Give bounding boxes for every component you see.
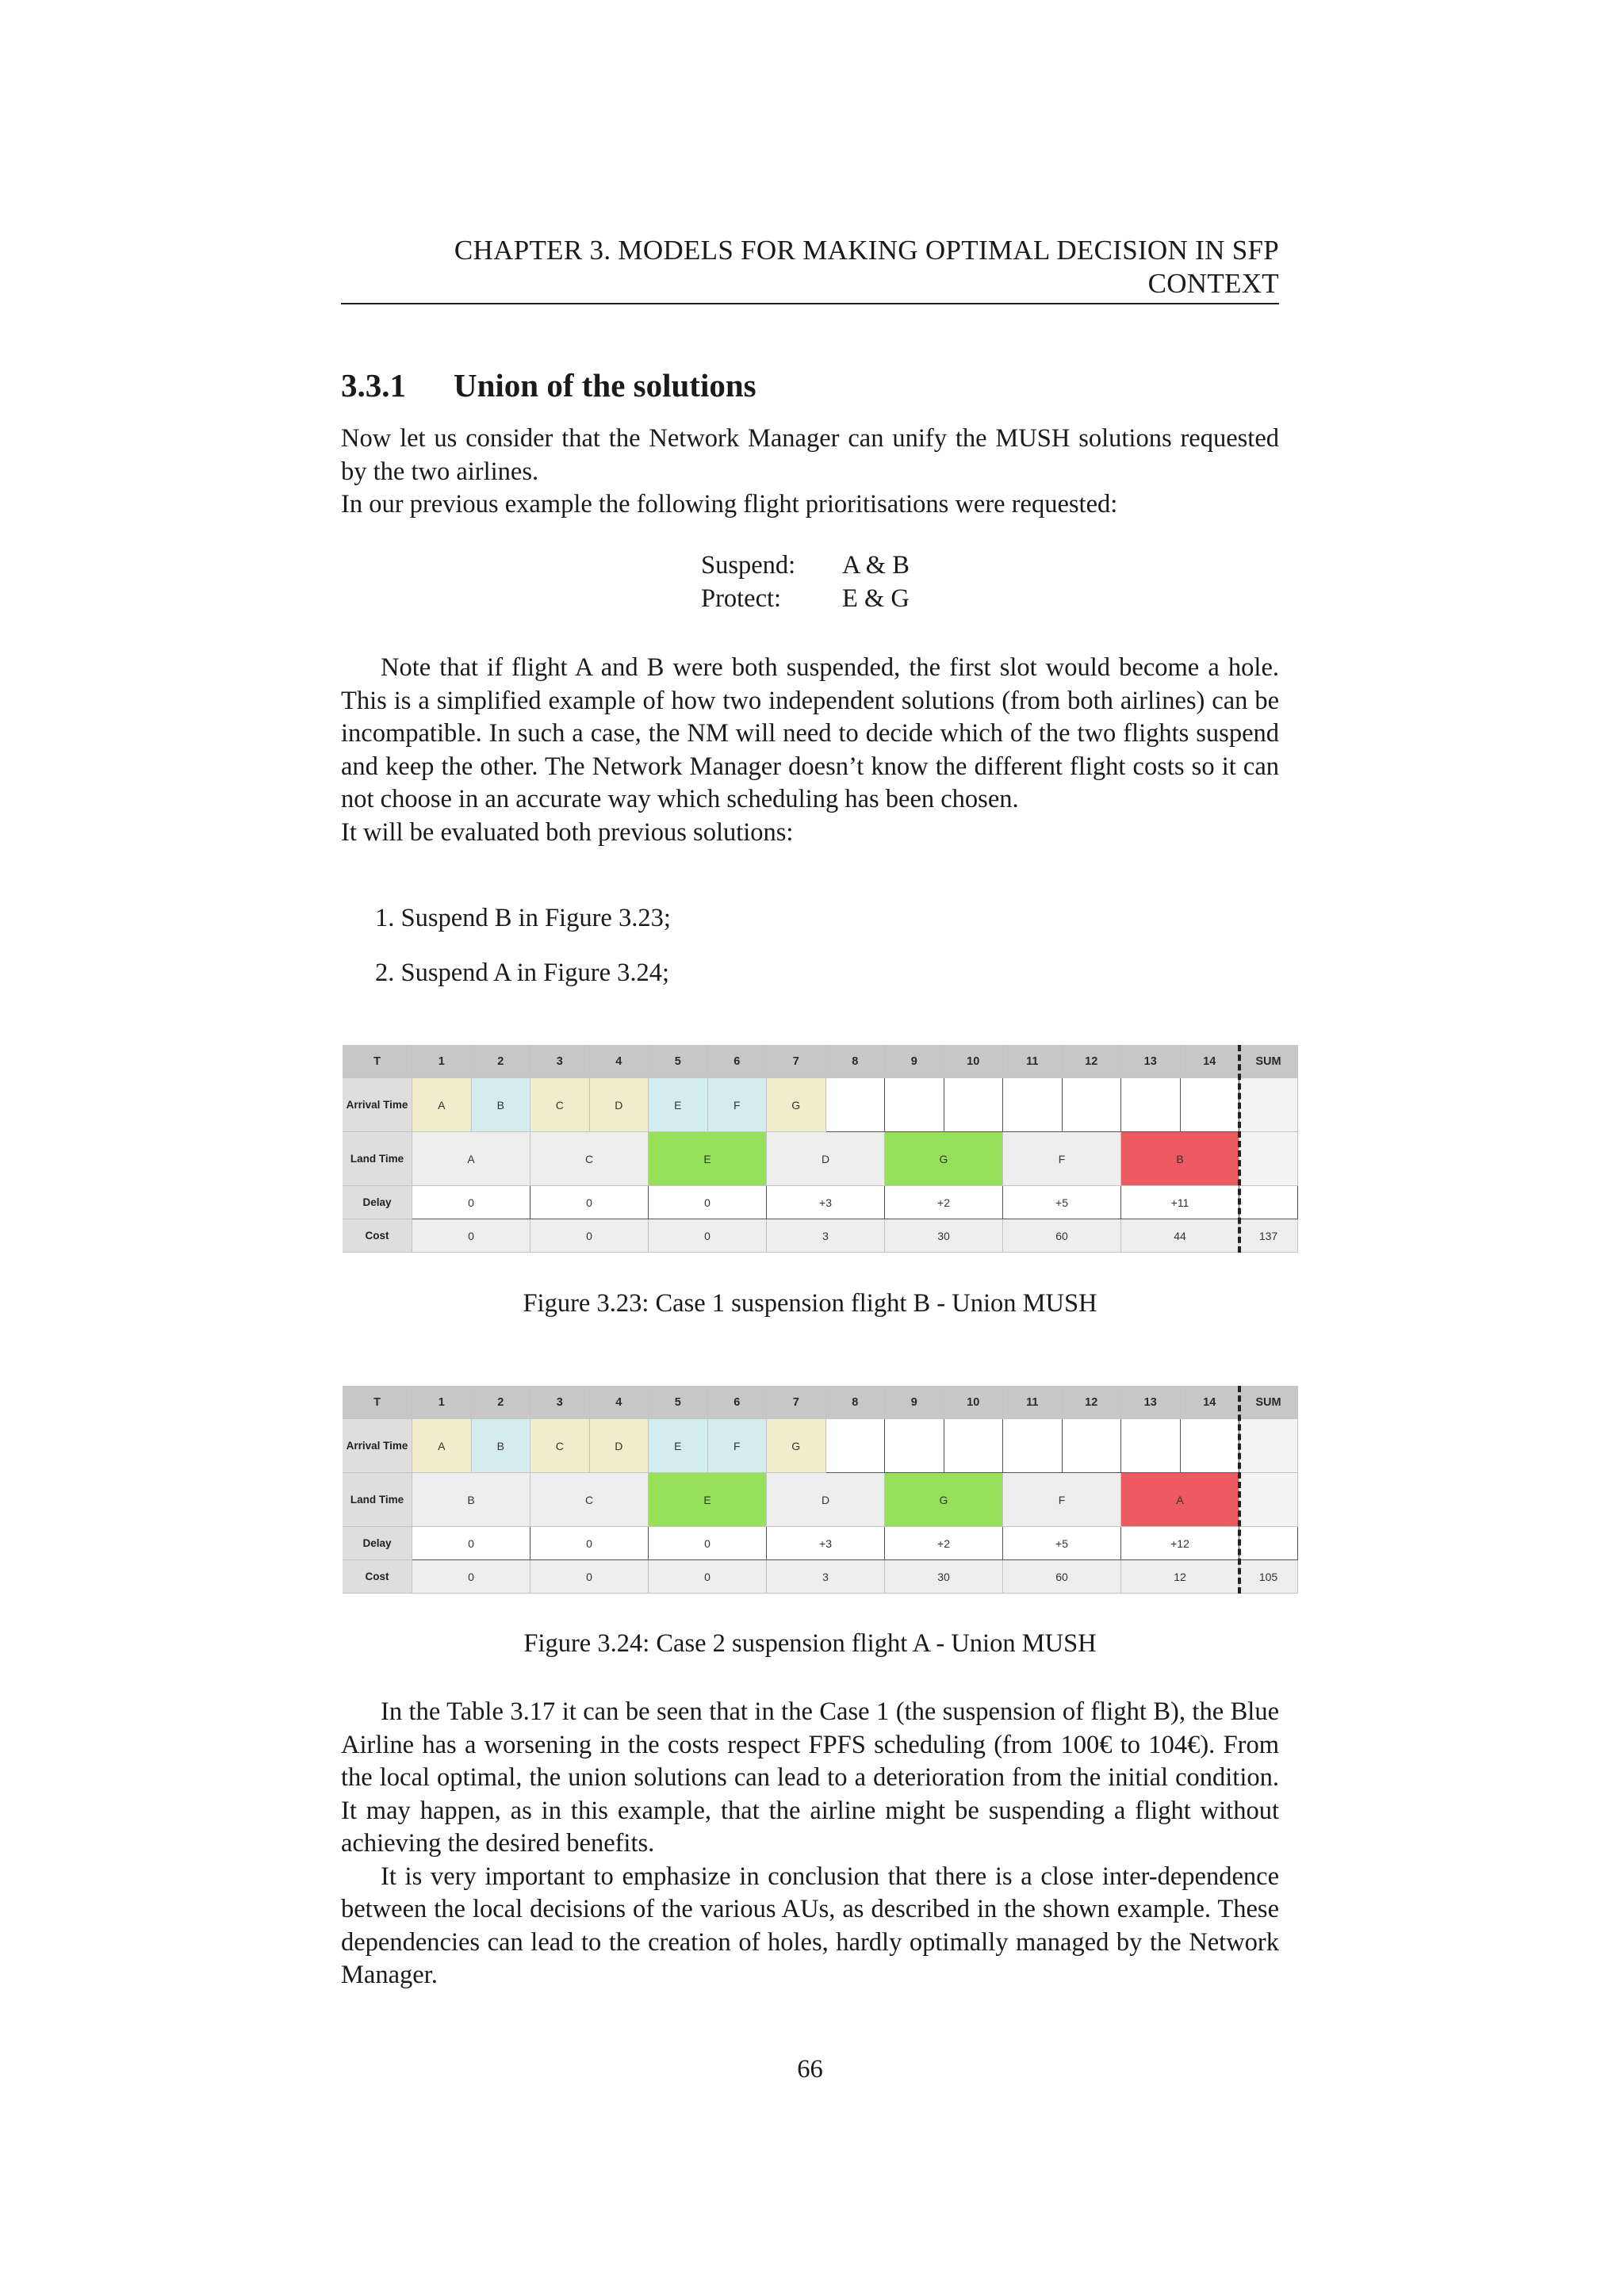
- land-flight-cell: F: [1003, 1473, 1121, 1527]
- delay-cell: +2: [885, 1186, 1003, 1219]
- delay-cell: +3: [767, 1186, 885, 1219]
- land-flight-cell: A: [412, 1132, 530, 1186]
- running-header-line1: CHAPTER 3. MODELS FOR MAKING OPTIMAL DECISION IN SFP: [454, 235, 1279, 266]
- header-cell-slot: 9: [885, 1386, 944, 1419]
- land-flight-cell: D: [767, 1132, 885, 1186]
- arrival-flight-cell: C: [530, 1419, 590, 1473]
- delay-cell: +5: [1003, 1527, 1121, 1560]
- delay-cell: 0: [412, 1186, 530, 1219]
- cost-cell: 0: [649, 1219, 767, 1253]
- cost-cell: 3: [767, 1560, 885, 1594]
- header-cell-slot: 1: [412, 1386, 472, 1419]
- land-flight-cell: A: [1121, 1473, 1239, 1527]
- sum-empty-cell: [1239, 1527, 1298, 1560]
- header-cell-slot: 13: [1121, 1045, 1181, 1078]
- paragraph-intro: [341, 423, 1279, 522]
- paragraph: In our previous example the following flight prioritisations were requested:: [341, 490, 1118, 519]
- arrival-flight-cell: G: [767, 1419, 826, 1473]
- sum-empty-cell: [1239, 1132, 1298, 1186]
- land-flight-cell: C: [530, 1473, 649, 1527]
- row-label-cost: Cost: [343, 1219, 412, 1253]
- list-item: [375, 957, 669, 989]
- header-cell-slot: 12: [1063, 1045, 1122, 1078]
- sum-empty-cell: [1239, 1078, 1298, 1132]
- list-text: Suspend B in Figure 3.23;: [400, 904, 671, 932]
- paragraph: In the Table 3.17 it can be seen that in the Case 1 (the suspension of flight B), the Blue Airline has a worsening in the costs respect FPFS scheduling (from 100€ to 104€). From the local optimal, the union solutions can lead to a deterioration from the initial condition. It may happen, as in this example, that the airline might be suspending a flight without achieving the desired benefits.: [341, 1697, 1279, 1858]
- arrival-empty-slot: [1003, 1419, 1063, 1473]
- cost-cell: 0: [649, 1560, 767, 1594]
- delay-cell: 0: [649, 1186, 767, 1219]
- land-flight-cell: E: [649, 1132, 767, 1186]
- arrival-empty-slot: [885, 1419, 944, 1473]
- header-cell-sum: SUM: [1239, 1386, 1298, 1419]
- figure-3-24-schedule-table: [343, 1386, 1288, 1594]
- land-flight-cell: C: [530, 1132, 649, 1186]
- header-cell-slot: 5: [649, 1045, 708, 1078]
- arrival-empty-slot: [826, 1419, 886, 1473]
- paragraph: Note that if flight A and B were both suspended, the first slot would become a hole. This is a simplified example of how two independent solutions (from both airlines) can be incompatible. In such a case, the NM will need to decide which of the two flights suspend and keep the other. The Network Manager doesn’t know the different flight costs so it can not choose in an accurate way which scheduling has been chosen.: [341, 653, 1279, 813]
- header-cell-slot: 11: [1003, 1045, 1063, 1078]
- header-cell-slot: 14: [1181, 1386, 1240, 1419]
- paragraph: It is very important to emphasize in conclusion that there is a close inter-dependence between the local decisions of the various AUs, as described in the shown example. These dependencies can lead to the creation of holes, hardly optimally managed by the Network Manager.: [341, 1862, 1279, 1989]
- arrival-empty-slot: [944, 1078, 1004, 1132]
- arrival-flight-cell: A: [412, 1419, 472, 1473]
- prioritisation-table: [701, 549, 910, 615]
- list-number: 1.: [375, 904, 395, 932]
- arrival-flight-cell: A: [412, 1078, 472, 1132]
- header-cell-slot: 8: [826, 1386, 886, 1419]
- cost-sum-cell: 105: [1239, 1560, 1298, 1594]
- arrival-flight-cell: F: [708, 1419, 768, 1473]
- header-cell-slot: 4: [590, 1386, 649, 1419]
- header-cell-slot: 7: [767, 1045, 826, 1078]
- list-text: Suspend A in Figure 3.24;: [400, 959, 670, 987]
- arrival-empty-slot: [1121, 1419, 1181, 1473]
- arrival-empty-slot: [1063, 1078, 1122, 1132]
- delay-cell: 0: [530, 1527, 649, 1560]
- cost-cell: 44: [1121, 1219, 1239, 1253]
- section-title: Union of the solutions: [454, 367, 756, 404]
- row-label-delay: Delay: [343, 1527, 412, 1560]
- arrival-empty-slot: [1121, 1078, 1181, 1132]
- header-cell-t: T: [343, 1386, 412, 1419]
- cost-cell: 0: [530, 1219, 649, 1253]
- header-cell-slot: 14: [1181, 1045, 1240, 1078]
- cost-cell: 60: [1003, 1219, 1121, 1253]
- row-label-land: Land Time: [343, 1132, 412, 1186]
- prioritisation-row: [701, 582, 910, 615]
- row-label-land: Land Time: [343, 1473, 412, 1527]
- cost-cell: 60: [1003, 1560, 1121, 1594]
- header-cell-slot: 13: [1121, 1386, 1181, 1419]
- arrival-empty-slot: [944, 1419, 1004, 1473]
- prioritisation-value: E & G: [842, 584, 910, 613]
- delay-cell: +12: [1121, 1527, 1239, 1560]
- section-heading: [341, 366, 756, 404]
- cost-sum-cell: 137: [1239, 1219, 1298, 1253]
- header-cell-slot: 2: [472, 1386, 531, 1419]
- cost-cell: 0: [412, 1219, 530, 1253]
- arrival-flight-cell: D: [590, 1419, 649, 1473]
- page-number: 66: [797, 2055, 823, 2084]
- header-cell-slot: 10: [944, 1386, 1004, 1419]
- cost-cell: 3: [767, 1219, 885, 1253]
- row-label-delay: Delay: [343, 1186, 412, 1219]
- header-cell-slot: 5: [649, 1386, 708, 1419]
- figure-3-23-schedule-table: [343, 1045, 1288, 1253]
- sum-empty-cell: [1239, 1419, 1298, 1473]
- land-flight-cell: G: [885, 1473, 1003, 1527]
- cost-cell: 0: [412, 1560, 530, 1594]
- arrival-flight-cell: F: [708, 1078, 768, 1132]
- arrival-empty-slot: [1063, 1419, 1122, 1473]
- delay-cell: +11: [1121, 1186, 1239, 1219]
- delay-cell: +5: [1003, 1186, 1121, 1219]
- header-cell-slot: 6: [708, 1386, 768, 1419]
- header-cell-slot: 2: [472, 1045, 531, 1078]
- land-flight-cell: B: [412, 1473, 530, 1527]
- land-flight-cell: F: [1003, 1132, 1121, 1186]
- delay-cell: 0: [530, 1186, 649, 1219]
- list-item: [375, 902, 671, 935]
- land-flight-cell: E: [649, 1473, 767, 1527]
- running-header-line2: CONTEXT: [1147, 268, 1279, 299]
- arrival-empty-slot: [1181, 1419, 1240, 1473]
- prioritisation-key: Protect:: [701, 584, 782, 613]
- section-number: 3.3.1: [341, 367, 406, 404]
- row-label-arrival: Arrival Time: [343, 1419, 412, 1473]
- header-cell-slot: 7: [767, 1386, 826, 1419]
- header-cell-sum: SUM: [1239, 1045, 1298, 1078]
- arrival-flight-cell: B: [472, 1419, 531, 1473]
- arrival-empty-slot: [1181, 1078, 1240, 1132]
- cost-cell: 12: [1121, 1560, 1239, 1594]
- cost-cell: 30: [885, 1219, 1003, 1253]
- header-cell-slot: 12: [1063, 1386, 1122, 1419]
- cost-cell: 30: [885, 1560, 1003, 1594]
- figure-caption: Figure 3.24: Case 2 suspension flight A - Union MUSH: [523, 1629, 1097, 1658]
- running-header: [341, 234, 1279, 300]
- header-cell-slot: 1: [412, 1045, 472, 1078]
- land-flight-cell: G: [885, 1132, 1003, 1186]
- sum-empty-cell: [1239, 1473, 1298, 1527]
- prioritisation-value: A & B: [842, 551, 910, 580]
- paragraph-hole: [341, 652, 1279, 849]
- delay-cell: 0: [412, 1527, 530, 1560]
- header-cell-slot: 3: [530, 1045, 590, 1078]
- list-number: 2.: [375, 959, 395, 987]
- arrival-flight-cell: E: [649, 1078, 708, 1132]
- row-label-cost: Cost: [343, 1560, 412, 1594]
- header-cell-slot: 3: [530, 1386, 590, 1419]
- arrival-empty-slot: [885, 1078, 944, 1132]
- arrival-flight-cell: G: [767, 1078, 826, 1132]
- header-cell-slot: 10: [944, 1045, 1004, 1078]
- arrival-flight-cell: C: [530, 1078, 590, 1132]
- figure-caption: Figure 3.23: Case 1 suspension flight B - Union MUSH: [523, 1289, 1097, 1318]
- paragraph: It will be evaluated both previous solutions:: [341, 817, 794, 847]
- land-flight-cell: B: [1121, 1132, 1239, 1186]
- row-label-arrival: Arrival Time: [343, 1078, 412, 1132]
- land-flight-cell: D: [767, 1473, 885, 1527]
- header-cell-t: T: [343, 1045, 412, 1078]
- prioritisation-key: Suspend:: [701, 551, 796, 580]
- prioritisation-row: [701, 549, 910, 582]
- header-cell-slot: 9: [885, 1045, 944, 1078]
- sum-column-divider: [1238, 1045, 1241, 1253]
- arrival-flight-cell: B: [472, 1078, 531, 1132]
- sum-empty-cell: [1239, 1186, 1298, 1219]
- header-cell-slot: 4: [590, 1045, 649, 1078]
- sum-column-divider: [1238, 1386, 1241, 1594]
- arrival-flight-cell: D: [590, 1078, 649, 1132]
- delay-cell: 0: [649, 1527, 767, 1560]
- cost-cell: 0: [530, 1560, 649, 1594]
- arrival-empty-slot: [1003, 1078, 1063, 1132]
- header-cell-slot: 6: [708, 1045, 768, 1078]
- arrival-flight-cell: E: [649, 1419, 708, 1473]
- paragraph-conclusion: [341, 1696, 1279, 1992]
- header-rule: [341, 303, 1279, 304]
- delay-cell: +2: [885, 1527, 1003, 1560]
- arrival-empty-slot: [826, 1078, 886, 1132]
- delay-cell: +3: [767, 1527, 885, 1560]
- header-cell-slot: 8: [826, 1045, 886, 1078]
- paragraph: Now let us consider that the Network Manager can unify the MUSH solutions requested by the two airlines.: [341, 424, 1279, 486]
- header-cell-slot: 11: [1003, 1386, 1063, 1419]
